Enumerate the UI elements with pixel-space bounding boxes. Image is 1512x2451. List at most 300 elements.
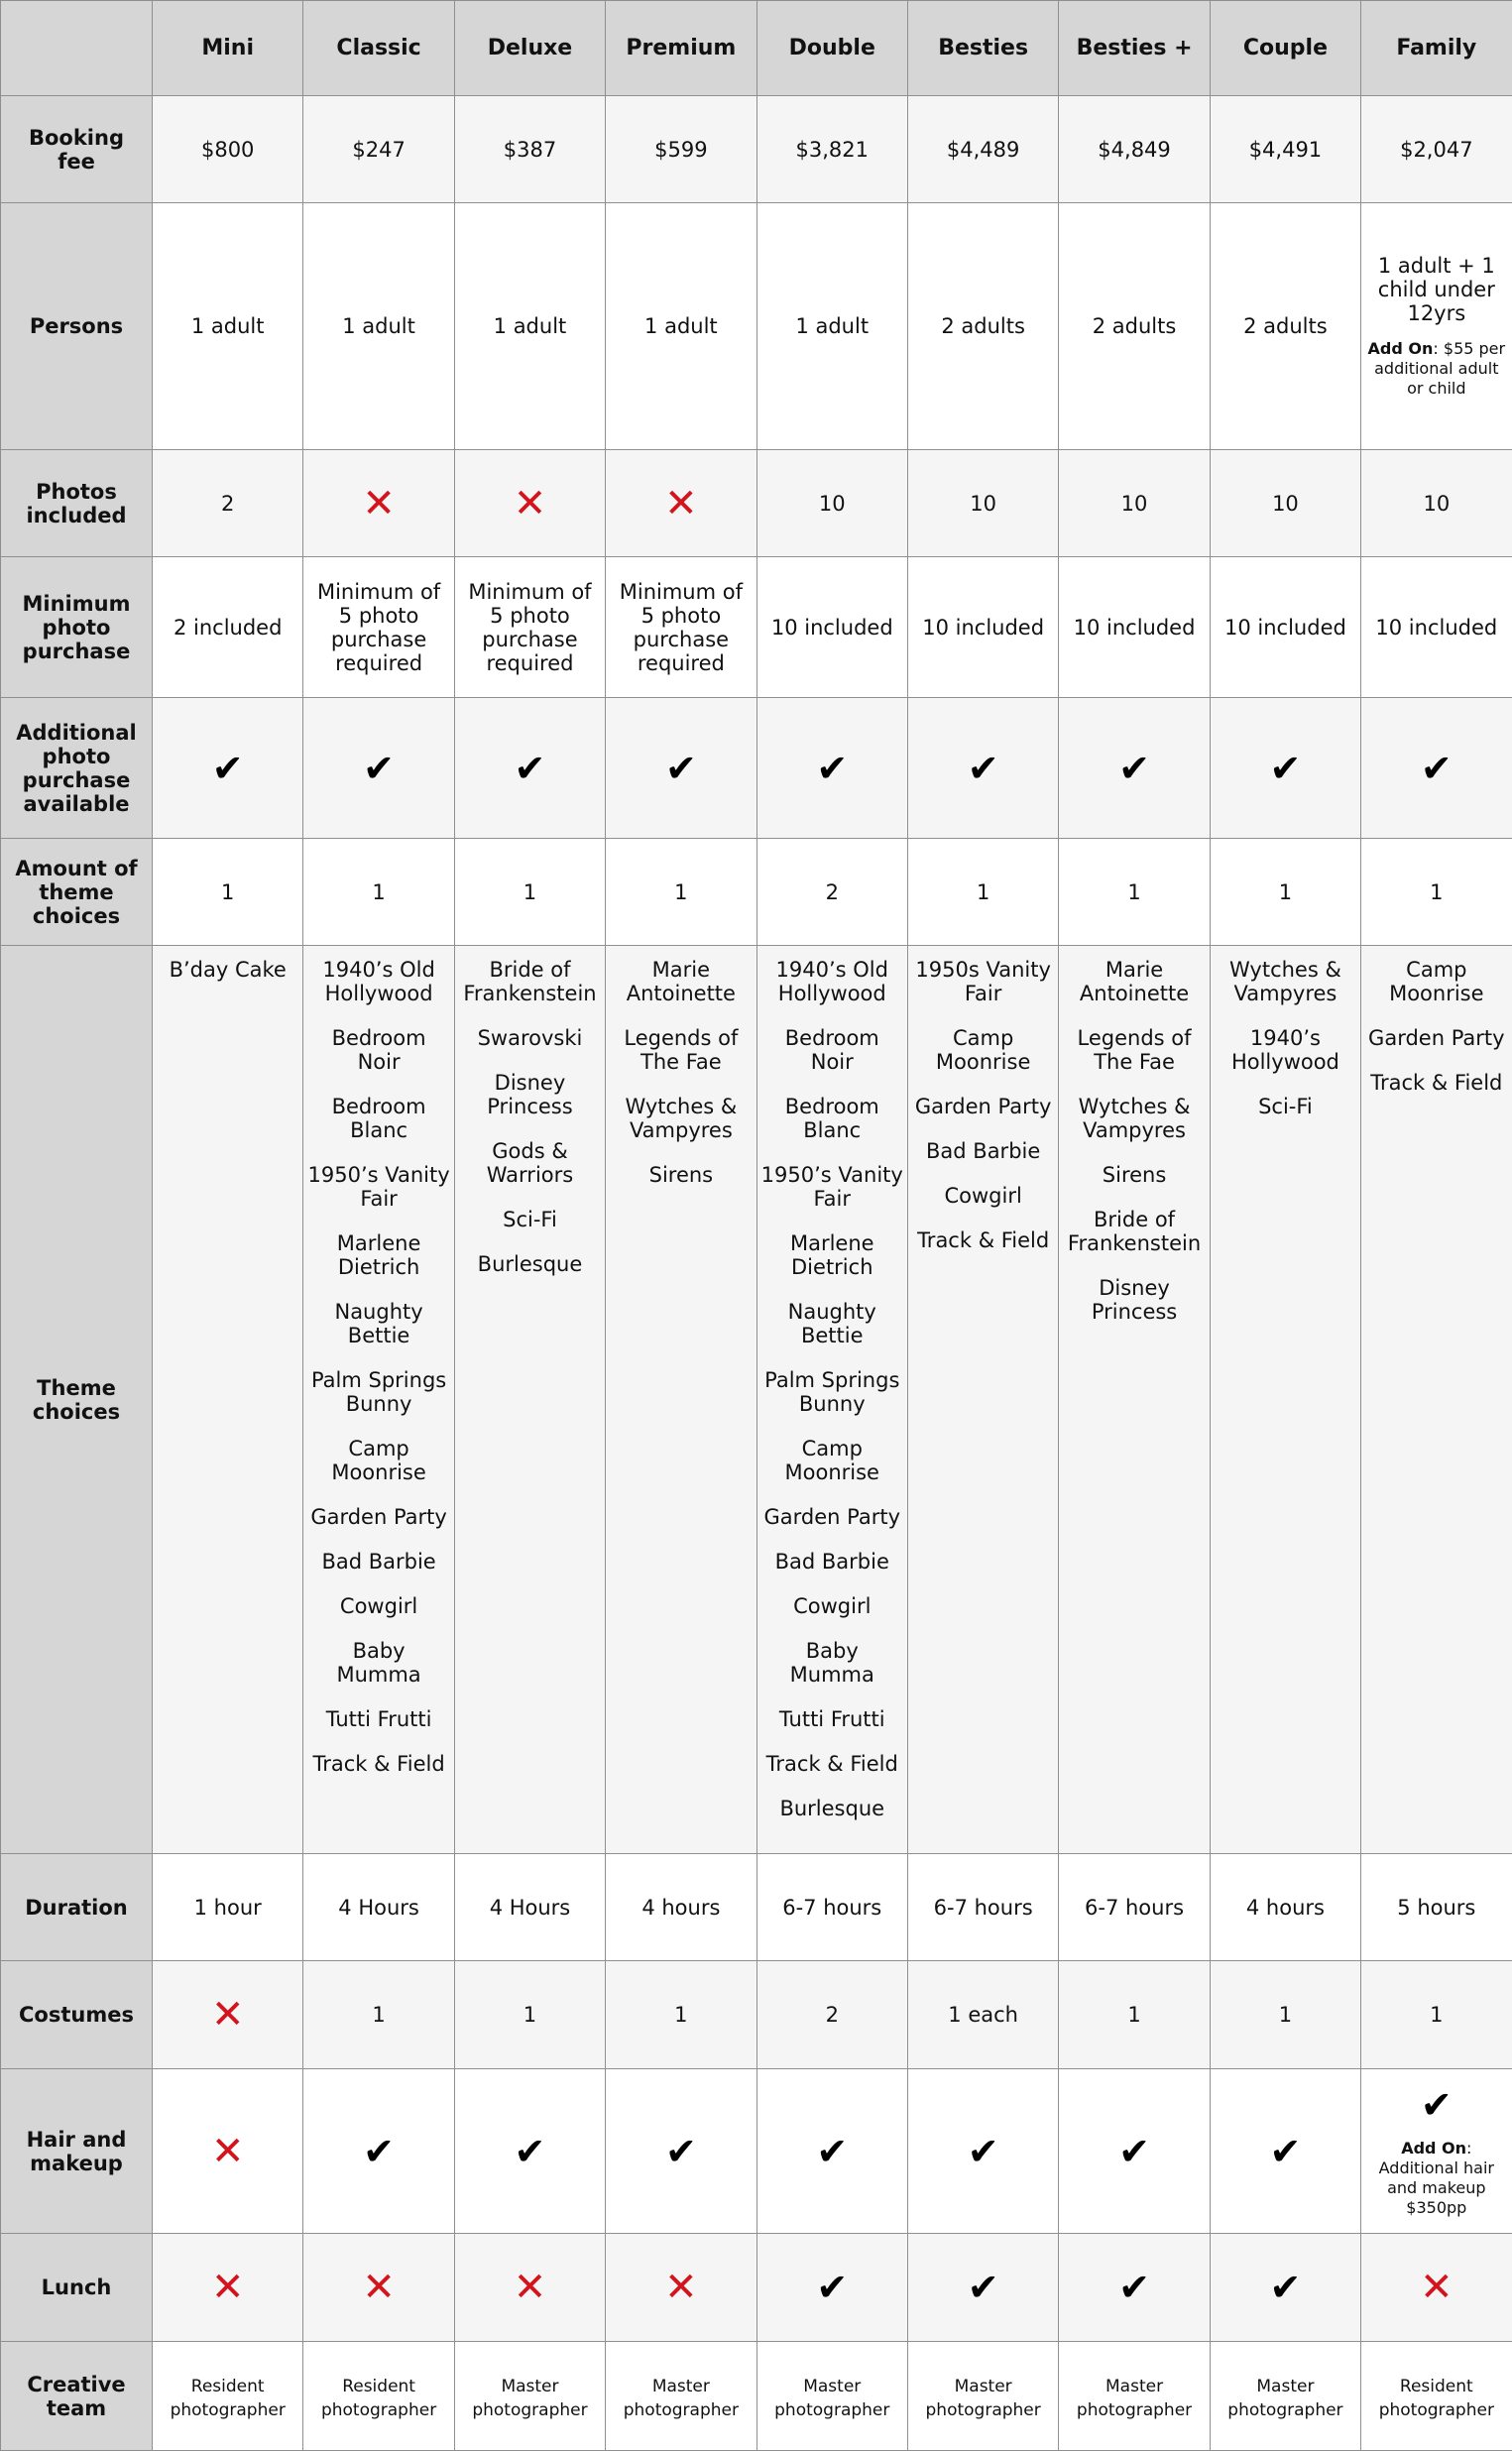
cell-booking-fee — [1059, 96, 1210, 203]
add-on-note — [1365, 339, 1507, 399]
cell-duration — [1210, 1854, 1360, 1961]
theme-item: Garden Party — [1365, 1026, 1507, 1050]
theme-item: Cowgirl — [761, 1594, 903, 1618]
cross-icon: ✕ — [514, 484, 547, 524]
cell-theme-amount — [1361, 839, 1512, 946]
row-label: Additional photo purchase available — [1, 698, 153, 839]
cell-costumes — [907, 1961, 1058, 2069]
checkmark-icon: ✔ — [968, 2268, 999, 2307]
row-lunch — [1, 2234, 1512, 2342]
cell-value: Master photographer — [1227, 2377, 1342, 2420]
cell-themes — [756, 946, 907, 1854]
cell-persons — [756, 203, 907, 450]
cell-value: $387 — [504, 138, 556, 162]
cell-value: 5 hours — [1397, 1896, 1475, 1920]
cell-value: 4 hours — [641, 1896, 720, 1920]
cell-value: 2 — [221, 492, 234, 516]
cell-costumes — [1361, 1961, 1512, 2069]
theme-item: 1940’s Old Hollywood — [761, 958, 903, 1005]
plan-name: Mini — [153, 1, 303, 96]
cross-icon: ✕ — [362, 2268, 396, 2307]
cross-icon: ✕ — [211, 1995, 245, 2035]
cell-value: Minimum of 5 photo purchase required — [468, 580, 591, 675]
cell-photos-included — [756, 450, 907, 557]
cell-value: 4 Hours — [338, 1896, 419, 1920]
cell-value: 10 — [1272, 492, 1299, 516]
cell-theme-amount — [303, 839, 454, 946]
cell-value: 1 — [977, 880, 989, 904]
cell-hair-makeup — [454, 2069, 605, 2234]
cell-creative-team — [1361, 2342, 1512, 2451]
cell-creative-team — [907, 2342, 1058, 2451]
cell-booking-fee — [153, 96, 303, 203]
cell-hair-makeup — [1361, 2069, 1512, 2234]
cell-value: 1 adult — [795, 314, 869, 338]
row-label: Booking fee — [1, 96, 153, 203]
cell-value: 10 — [1423, 492, 1450, 516]
cell-additional-purchase — [756, 698, 907, 839]
cell-theme-amount — [1210, 839, 1360, 946]
cell-value: Minimum of 5 photo purchase required — [317, 580, 440, 675]
theme-item: Sci-Fi — [1215, 1095, 1356, 1118]
cell-persons — [454, 203, 605, 450]
checkmark-icon: ✔ — [1270, 2132, 1302, 2171]
theme-item: Palm Springs Bunny — [307, 1368, 449, 1416]
cell-persons — [1361, 203, 1512, 450]
cell-lunch — [907, 2234, 1058, 2342]
cell-value: Master photographer — [774, 2377, 889, 2420]
cross-icon: ✕ — [362, 484, 396, 524]
theme-item: Swarovski — [459, 1026, 601, 1050]
theme-item: Camp Moonrise — [912, 1026, 1054, 1074]
theme-item: Cowgirl — [307, 1594, 449, 1618]
checkmark-icon: ✔ — [816, 2132, 848, 2171]
cell-booking-fee — [756, 96, 907, 203]
add-on-label: Add On — [1368, 339, 1434, 358]
table-body — [1, 96, 1512, 2451]
cell-booking-fee — [1361, 96, 1512, 203]
cell-creative-team — [1059, 2342, 1210, 2451]
theme-item: Marlene Dietrich — [761, 1231, 903, 1279]
plan-name: Besties — [907, 1, 1058, 96]
theme-item: Track & Field — [1365, 1071, 1507, 1095]
plan-name: Couple — [1210, 1, 1360, 96]
row-label: Hair and makeup — [1, 2069, 153, 2234]
cell-creative-team — [606, 2342, 756, 2451]
cell-hair-makeup — [606, 2069, 756, 2234]
cell-persons — [907, 203, 1058, 450]
cell-value: 1 — [372, 2003, 385, 2027]
theme-item: Gods & Warriors — [459, 1139, 601, 1187]
checkmark-icon: ✔ — [515, 2132, 546, 2171]
cell-value: $4,849 — [1098, 138, 1170, 162]
cell-value: 1 — [372, 880, 385, 904]
plan-header-row — [1, 1, 1512, 96]
cell-value: 10 — [970, 492, 996, 516]
theme-item: Camp Moonrise — [307, 1437, 449, 1484]
cell-value: 6-7 hours — [1085, 1896, 1184, 1920]
theme-item: Burlesque — [761, 1797, 903, 1820]
cell-themes — [454, 946, 605, 1854]
row-themes — [1, 946, 1512, 1854]
cell-duration — [153, 1854, 303, 1961]
row-label: Persons — [1, 203, 153, 450]
cell-value: 2 adults — [1243, 314, 1328, 338]
theme-item: Disney Princess — [459, 1071, 601, 1118]
cell-booking-fee — [606, 96, 756, 203]
cell-photos-included — [303, 450, 454, 557]
checkmark-icon: ✔ — [968, 2132, 999, 2171]
cell-theme-amount — [1059, 839, 1210, 946]
cell-lunch — [153, 2234, 303, 2342]
cell-value: $599 — [654, 138, 707, 162]
theme-item: Camp Moonrise — [761, 1437, 903, 1484]
checkmark-icon: ✔ — [363, 749, 395, 788]
cell-value: 1 — [1279, 2003, 1292, 2027]
cell-booking-fee — [303, 96, 454, 203]
theme-item: 1940’s Hollywood — [1215, 1026, 1356, 1074]
cell-value: 1 — [674, 2003, 687, 2027]
checkmark-icon: ✔ — [1421, 749, 1453, 788]
row-label: Amount of theme choices — [1, 839, 153, 946]
cell-value: 10 included — [1375, 616, 1497, 640]
row-label: Creative team — [1, 2342, 153, 2451]
cell-additional-purchase — [303, 698, 454, 839]
plan-name: Classic — [303, 1, 454, 96]
cell-persons — [153, 203, 303, 450]
cell-value: Minimum of 5 photo purchase required — [620, 580, 743, 675]
cell-duration — [303, 1854, 454, 1961]
checkmark-icon: ✔ — [363, 2132, 395, 2171]
cell-value: $800 — [201, 138, 254, 162]
cell-lunch — [1361, 2234, 1512, 2342]
cell-creative-team — [153, 2342, 303, 2451]
cell-value: 2 — [826, 2003, 839, 2027]
row-costumes — [1, 1961, 1512, 2069]
cell-costumes — [153, 1961, 303, 2069]
cell-value: 1 — [1430, 880, 1443, 904]
cell-value: 4 hours — [1246, 1896, 1325, 1920]
cell-value: 1 — [221, 880, 234, 904]
cell-photos-included — [907, 450, 1058, 557]
theme-item: Wytches & Vampyres — [610, 1095, 752, 1142]
cell-additional-purchase — [1361, 698, 1512, 839]
theme-item: Bride of Frankenstein — [1063, 1208, 1205, 1255]
cell-themes — [1361, 946, 1512, 1854]
cell-value: 1 — [1127, 880, 1140, 904]
cross-icon: ✕ — [514, 2268, 547, 2307]
cell-value: 1 — [1430, 2003, 1443, 2027]
cell-photos-included — [454, 450, 605, 557]
cell-value: 2 included — [174, 616, 282, 640]
cell-theme-amount — [153, 839, 303, 946]
cross-icon: ✕ — [664, 484, 698, 524]
cell-hair-makeup — [1210, 2069, 1360, 2234]
cell-minimum-purchase — [1059, 557, 1210, 698]
cell-costumes — [1210, 1961, 1360, 2069]
cell-value: $2,047 — [1400, 138, 1472, 162]
cell-duration — [454, 1854, 605, 1961]
theme-item: 1950’s Vanity Fair — [307, 1163, 449, 1211]
theme-item: Bedroom Noir — [761, 1026, 903, 1074]
cell-minimum-purchase — [454, 557, 605, 698]
cell-value: 10 included — [1224, 616, 1346, 640]
checkmark-icon: ✔ — [968, 749, 999, 788]
theme-item: Legends of The Fae — [610, 1026, 752, 1074]
cell-minimum-purchase — [1361, 557, 1512, 698]
cell-minimum-purchase — [907, 557, 1058, 698]
cell-value: Resident photographer — [1379, 2377, 1494, 2420]
theme-item: Bad Barbie — [761, 1550, 903, 1574]
cell-persons — [1059, 203, 1210, 450]
row-theme-amount — [1, 839, 1512, 946]
cell-costumes — [606, 1961, 756, 2069]
cross-icon: ✕ — [1420, 2268, 1454, 2307]
checkmark-icon: ✔ — [1270, 749, 1302, 788]
row-photos-included — [1, 450, 1512, 557]
add-on-label: Add On — [1401, 2139, 1466, 2158]
plan-name: Family — [1361, 1, 1512, 96]
cell-additional-purchase — [907, 698, 1058, 839]
cell-value: 1 — [523, 880, 536, 904]
checkmark-icon: ✔ — [816, 2268, 848, 2307]
corner-cell — [1, 1, 153, 96]
theme-item: Tutti Frutti — [761, 1707, 903, 1731]
cell-theme-amount — [907, 839, 1058, 946]
cell-value: Resident photographer — [321, 2377, 436, 2420]
cell-photos-included — [153, 450, 303, 557]
cell-photos-included — [1361, 450, 1512, 557]
plan-name: Deluxe — [454, 1, 605, 96]
cell-photos-included — [1210, 450, 1360, 557]
cell-value: Resident photographer — [171, 2377, 286, 2420]
checkmark-icon: ✔ — [1118, 2268, 1150, 2307]
cell-value: 6-7 hours — [934, 1896, 1033, 1920]
cross-icon: ✕ — [211, 2268, 245, 2307]
cell-photos-included — [606, 450, 756, 557]
cell-minimum-purchase — [1210, 557, 1360, 698]
row-persons — [1, 203, 1512, 450]
add-on-text: : $55 per additional adult or child — [1374, 339, 1505, 398]
cell-hair-makeup — [756, 2069, 907, 2234]
cell-persons — [303, 203, 454, 450]
row-label: Costumes — [1, 1961, 153, 2069]
checkmark-icon: ✔ — [665, 749, 697, 788]
cross-icon: ✕ — [664, 2268, 698, 2307]
cell-additional-purchase — [606, 698, 756, 839]
cell-additional-purchase — [1059, 698, 1210, 839]
cell-value: 10 included — [922, 616, 1044, 640]
cell-costumes — [1059, 1961, 1210, 2069]
cell-minimum-purchase — [303, 557, 454, 698]
cell-lunch — [606, 2234, 756, 2342]
theme-item: Bedroom Blanc — [307, 1095, 449, 1142]
cell-minimum-purchase — [606, 557, 756, 698]
theme-item: Marlene Dietrich — [307, 1231, 449, 1279]
cell-themes — [907, 946, 1058, 1854]
cell-duration — [907, 1854, 1058, 1961]
theme-item: Naughty Bettie — [307, 1300, 449, 1347]
cell-value: Master photographer — [926, 2377, 1041, 2420]
theme-item: Legends of The Fae — [1063, 1026, 1205, 1074]
cell-additional-purchase — [454, 698, 605, 839]
theme-item: Tutti Frutti — [307, 1707, 449, 1731]
theme-item: Camp Moonrise — [1365, 958, 1507, 1005]
cell-photos-included — [1059, 450, 1210, 557]
cell-value: 10 — [819, 492, 846, 516]
cell-persons — [1210, 203, 1360, 450]
cell-duration — [1361, 1854, 1512, 1961]
cell-lunch — [1210, 2234, 1360, 2342]
cell-themes — [153, 946, 303, 1854]
cell-value: 4 Hours — [490, 1896, 571, 1920]
theme-item: Sci-Fi — [459, 1208, 601, 1231]
cell-lunch — [303, 2234, 454, 2342]
cell-value: $247 — [352, 138, 405, 162]
checkmark-icon: ✔ — [1118, 2132, 1150, 2171]
cell-value: 1 adult — [191, 314, 265, 338]
cell-value: 1 — [1127, 2003, 1140, 2027]
cross-icon: ✕ — [211, 2132, 245, 2171]
cell-value: 10 included — [771, 616, 893, 640]
cell-value: 2 adults — [1093, 314, 1177, 338]
row-booking-fee — [1, 96, 1512, 203]
cell-creative-team — [1210, 2342, 1360, 2451]
plan-name: Besties + — [1059, 1, 1210, 96]
cell-theme-amount — [756, 839, 907, 946]
cell-creative-team — [756, 2342, 907, 2451]
cell-value: 1 — [523, 2003, 536, 2027]
cell-value: Master photographer — [1077, 2377, 1192, 2420]
theme-item: Baby Mumma — [307, 1639, 449, 1687]
theme-item: Wytches & Vampyres — [1063, 1095, 1205, 1142]
cell-hair-makeup — [303, 2069, 454, 2234]
cell-creative-team — [303, 2342, 454, 2451]
checkmark-icon: ✔ — [1118, 749, 1150, 788]
cell-value: 1 adult — [494, 314, 567, 338]
theme-item: Garden Party — [307, 1505, 449, 1529]
cell-lunch — [454, 2234, 605, 2342]
cell-value: Master photographer — [624, 2377, 739, 2420]
theme-item: Burlesque — [459, 1252, 601, 1276]
cell-value: 1 — [1279, 880, 1292, 904]
theme-item: Palm Springs Bunny — [761, 1368, 903, 1416]
checkmark-icon: ✔ — [1270, 2268, 1302, 2307]
cell-value: 10 included — [1074, 616, 1196, 640]
theme-item: 1950s Vanity Fair — [912, 958, 1054, 1005]
theme-item: Wytches & Vampyres — [1215, 958, 1356, 1005]
cell-value: 1 adult — [342, 314, 415, 338]
theme-item: Naughty Bettie — [761, 1300, 903, 1347]
cell-minimum-purchase — [153, 557, 303, 698]
plan-name: Premium — [606, 1, 756, 96]
cell-value: $3,821 — [796, 138, 869, 162]
row-minimum-purchase — [1, 557, 1512, 698]
cell-duration — [606, 1854, 756, 1961]
cell-value: 1 — [674, 880, 687, 904]
theme-item: Track & Field — [307, 1752, 449, 1776]
row-creative-team — [1, 2342, 1512, 2451]
row-hair-makeup — [1, 2069, 1512, 2234]
theme-item: Garden Party — [912, 1095, 1054, 1118]
cell-lunch — [756, 2234, 907, 2342]
row-label: Theme choices — [1, 946, 153, 1854]
cell-additional-purchase — [1210, 698, 1360, 839]
checkmark-icon: ✔ — [212, 749, 244, 788]
theme-item: Track & Field — [912, 1228, 1054, 1252]
cell-value: 2 — [826, 880, 839, 904]
cell-theme-amount — [454, 839, 605, 946]
cell-duration — [1059, 1854, 1210, 1961]
row-label: Minimum photo purchase — [1, 557, 153, 698]
cell-themes — [1059, 946, 1210, 1854]
cell-themes — [606, 946, 756, 1854]
row-additional-purchase — [1, 698, 1512, 839]
cell-value: Master photographer — [472, 2377, 587, 2420]
cell-value: 1 adult + 1 child under 12yrs — [1378, 254, 1495, 325]
cell-value: 10 — [1121, 492, 1148, 516]
theme-item: 1940’s Old Hollywood — [307, 958, 449, 1005]
cell-booking-fee — [1210, 96, 1360, 203]
checkmark-icon: ✔ — [515, 749, 546, 788]
cell-duration — [756, 1854, 907, 1961]
add-on-text: : Additional hair and makeup $350pp — [1379, 2139, 1494, 2217]
theme-item: Cowgirl — [912, 1184, 1054, 1208]
cell-persons — [606, 203, 756, 450]
cell-themes — [303, 946, 454, 1854]
cell-value: 6-7 hours — [782, 1896, 881, 1920]
row-label: Photos included — [1, 450, 153, 557]
plan-name: Double — [756, 1, 907, 96]
cell-value: $4,491 — [1249, 138, 1322, 162]
cell-booking-fee — [907, 96, 1058, 203]
row-label: Lunch — [1, 2234, 153, 2342]
theme-item: Marie Antoinette — [610, 958, 752, 1005]
add-on-note — [1365, 2139, 1507, 2218]
theme-item: Track & Field — [761, 1752, 903, 1776]
cell-lunch — [1059, 2234, 1210, 2342]
cell-value: 2 adults — [941, 314, 1025, 338]
cell-hair-makeup — [907, 2069, 1058, 2234]
row-duration — [1, 1854, 1512, 1961]
cell-value: $4,489 — [947, 138, 1019, 162]
theme-item: Bedroom Noir — [307, 1026, 449, 1074]
cell-costumes — [756, 1961, 907, 2069]
cell-value: 1 each — [948, 2003, 1018, 2027]
theme-item: B’day Cake — [157, 958, 298, 982]
cell-creative-team — [454, 2342, 605, 2451]
cell-value: 1 hour — [194, 1896, 262, 1920]
cell-booking-fee — [454, 96, 605, 203]
cell-hair-makeup — [1059, 2069, 1210, 2234]
theme-item: Sirens — [610, 1163, 752, 1187]
theme-item: Bad Barbie — [307, 1550, 449, 1574]
theme-item: Bad Barbie — [912, 1139, 1054, 1163]
checkmark-icon: ✔ — [665, 2132, 697, 2171]
cell-theme-amount — [606, 839, 756, 946]
cell-additional-purchase — [153, 698, 303, 839]
cell-value: 1 adult — [644, 314, 718, 338]
theme-item: Bride of Frankenstein — [459, 958, 601, 1005]
theme-item: Bedroom Blanc — [761, 1095, 903, 1142]
theme-item: Disney Princess — [1063, 1276, 1205, 1324]
cell-minimum-purchase — [756, 557, 907, 698]
theme-item: Garden Party — [761, 1505, 903, 1529]
cell-hair-makeup — [153, 2069, 303, 2234]
theme-item: Sirens — [1063, 1163, 1205, 1187]
row-label: Duration — [1, 1854, 153, 1961]
checkmark-icon: ✔ — [1421, 2085, 1453, 2125]
